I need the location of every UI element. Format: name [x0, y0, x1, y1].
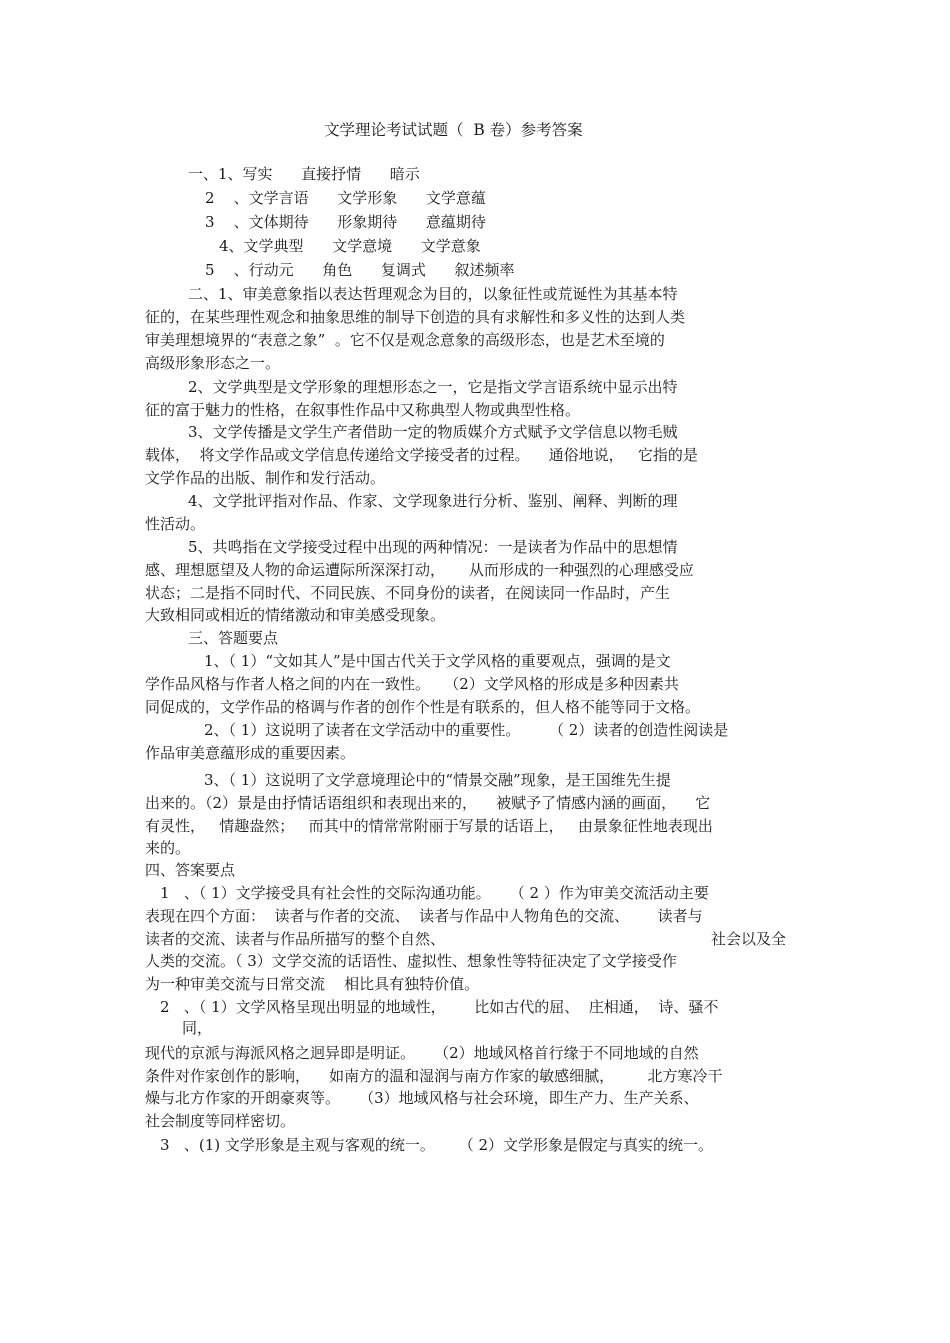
text-line: 同， — [182, 1019, 213, 1037]
text-line: 社会制度等同样密切。 — [145, 1112, 296, 1130]
text-line: 4、文学批评指对作品、作家、文学现象进行分析、鉴别、阐释、判断的理 — [188, 492, 678, 510]
text-line: 2、（ 1）这说明了读者在文学活动中的重要性。 （ 2）读者的创造性阅读是 — [204, 721, 729, 739]
section-heading: 三、答题要点 — [188, 629, 279, 647]
text-line: 征的，在某些理性观念和抽象思维的制导下创造的具有求解性和多义性的达到人类 — [145, 308, 686, 326]
text-line: 1、（ 1）“文如其人”是中国古代关于文学风格的重要观点，强调的是文 — [204, 652, 671, 670]
text-line: 3 、文体期待 形象期待 意蕴期待 — [205, 213, 486, 231]
text-line: 有灵性， 情趣盎然； 而其中的情常常附丽于写景的话语上， 由景象征性地表现出 — [145, 817, 713, 835]
text-line: 二、1、审美意象指以表达哲理观念为目的，以象征性或荒诞性为其基本特 — [188, 285, 678, 303]
text-line: 2、文学典型是文学形象的理想形态之一，它是指文学言语系统中显示出特 — [188, 378, 678, 396]
text-line: 3、（ 1）这说明了文学意境理论中的“情景交融”现象，是王国维先生提 — [204, 771, 671, 789]
text-line: 文学作品的出版、制作和发行活动。 — [145, 469, 386, 487]
text-line: 为一种审美交流与日常交流 相比具有独特价值。 — [145, 975, 480, 993]
text-line: 性活动。 — [145, 515, 206, 533]
text-line: 同促成的，文学作品的格调与作者的创作个性是有联系的，但人格不能等同于文格。 — [145, 698, 701, 716]
text-line: 作品审美意蕴形成的重要因素。 — [145, 744, 356, 762]
page-title: 文学理论考试试题（ B 卷）参考答案 — [324, 121, 583, 139]
text-line: 学作品风格与作者人格之间的内在一致性。 （2）文学风格的形成是多种因素共 — [145, 675, 679, 693]
text-line: 3 、(1) 文学形象是主观与客观的统一。 （ 2）文学形象是假定与真实的统一。 — [160, 1136, 714, 1154]
text-line: 2 、（ 1）文学风格呈现出明显的地域性， 比如古代的屈、 庄相通， 诗、骚不 — [160, 998, 719, 1016]
text-line: 4、文学典型 文学意境 文学意象 — [219, 237, 481, 255]
text-line: 读者的交流、读者与作品所描写的整个自然、 — [145, 930, 446, 948]
text-line: 3、文学传播是文学生产者借助一定的物质媒介方式赋予文学信息以物毛贼 — [188, 423, 678, 441]
text-line: 条件对作家创作的影响， 如南方的温和湿润与南方作家的敏感细腻， 北方寒冷干 — [145, 1067, 723, 1085]
text-line: 感、理想愿望及人物的命运遭际所深深打动， 从而形成的一种强烈的心理感受应 — [145, 561, 694, 579]
text-line: 一、1、写实 直接抒情 暗示 — [188, 165, 420, 183]
text-line: 大致相同或相近的情绪激动和审美感受现象。 — [145, 606, 446, 624]
text-line: 2 、文学言语 文学形象 文学意蕴 — [205, 189, 486, 207]
text-line: 表现在四个方面： 读者与作者的交流、 读者与作品中人物角色的交流、 读者与 — [145, 907, 703, 925]
text-line: 出来的。（2）景是由抒情话语组织和表现出来的， 被赋予了情感内涵的画面， 它 — [145, 794, 711, 812]
text-line: 征的富于魅力的性格，在叙事性作品中又称典型人物或典型性格。 — [145, 401, 581, 419]
text-line: 5 、行动元 角色 复调式 叙述频率 — [205, 261, 515, 279]
text-line: 社会以及全 — [711, 930, 787, 948]
text-line: 高级形象形态之一。 — [145, 354, 281, 372]
text-line: 燥与北方作家的开朗豪爽等。 （3）地域风格与社会环境，即生产力、生产关系、 — [145, 1089, 699, 1107]
section-heading: 四、答案要点 — [145, 861, 236, 879]
text-line: 现代的京派与海派风格之迥异即是明证。 （2）地域风格首行缘于不同地域的自然 — [145, 1044, 699, 1062]
text-line: 来的。 — [145, 839, 191, 857]
text-line: 审美理想境界的“表意之象” 。它不仅是观念意象的高级形态，也是艺术至境的 — [145, 331, 665, 349]
text-line: 状态；二是指不同时代、不同民族、不同身份的读者，在阅读同一作品时，产生 — [145, 584, 671, 602]
text-line: 人类的交流。（ 3）文学交流的话语性、虚拟性、想象性等特征决定了文学接受作 — [145, 952, 677, 970]
text-line: 1 、（ 1）文学接受具有社会性的交际沟通功能。 （ 2 ）作为审美交流活动主要 — [160, 884, 709, 902]
text-line: 载体， 将文学作品或文学信息传递给文学接受者的过程。 通俗地说， 它指的是 — [145, 446, 698, 464]
text-line: 5、共鸣指在文学接受过程中出现的两种情况：一是读者为作品中的思想情 — [188, 538, 678, 556]
